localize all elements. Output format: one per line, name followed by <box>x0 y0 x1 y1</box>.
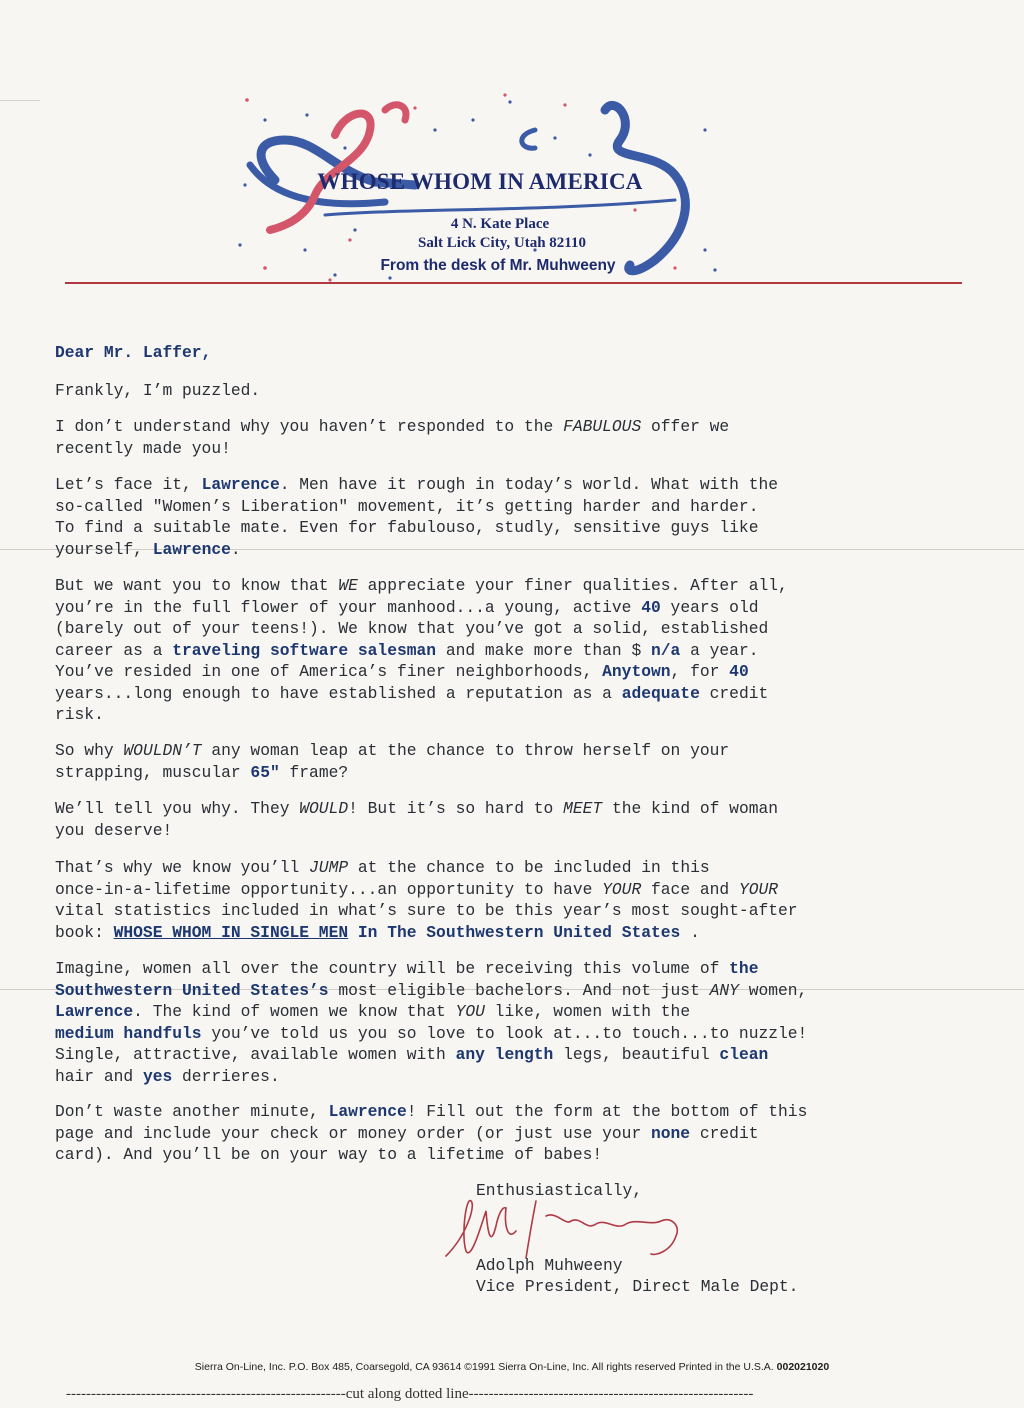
signatory-title: Vice President, Direct Male Dept. <box>476 1277 799 1296</box>
letterhead-city: Salt Lick City, Utah 82110 <box>418 235 586 251</box>
derriere-value: yes <box>142 1066 173 1086</box>
card-value: none <box>651 1123 691 1143</box>
paragraph-8: Imagine, women all over the country will be receiving this volume of the Southwestern United States’s most eligible bachelors. And not just ANY women, Lawrence. The kind of women we know that YOU like, women with the medium handfuls you’ve told us you so love to look at...to touch...to nuzzle! Single, attractive, available women with any length legs, beautiful clean hair and yes derrieres. <box>55 959 808 1086</box>
credit-value: adequate <box>621 683 700 703</box>
paragraph-2: I don’t understand why you haven’t responded to the FABULOUS offer we recently made you! <box>55 417 730 458</box>
signatory-name: Adolph Muhweeny <box>476 1256 623 1275</box>
signoff: Enthusiastically, <box>476 1181 643 1200</box>
salutation: Dear Mr. Laffer, <box>55 343 212 362</box>
handfuls-value: medium handfuls <box>55 1023 202 1043</box>
paragraph-1: Frankly, I’m puzzled. <box>55 381 261 400</box>
book-title: WHOSE WHOM IN SINGLE MEN <box>113 922 349 942</box>
legs-value: any length <box>455 1045 554 1064</box>
paragraph-5: So why WOULDN’T any woman leap at the chance to throw herself on your strapping, muscular 65" frame? <box>55 741 730 782</box>
town-value: Anytown <box>602 662 671 681</box>
career-value: traveling software salesman <box>172 640 437 660</box>
cut-line-label: cut along dotted line <box>345 1386 469 1402</box>
paragraph-6: We’ll tell you why. They WOULD! But it’s so hard to MEET the kind of woman you deserve! <box>55 799 779 840</box>
hair-value: clean <box>719 1045 769 1064</box>
age-value: 40 <box>641 597 661 617</box>
footer <box>0 1361 1024 1373</box>
cut-line: --------------------------------------------------------cut along dotted line--------------------------------------------------------- <box>66 1386 754 1402</box>
recipient-name: Lawrence <box>201 475 280 494</box>
height-value: 65" <box>250 762 280 782</box>
years-value: 40 <box>729 662 749 681</box>
income-value: n/a <box>651 640 681 660</box>
book-region: In The Southwestern United States <box>348 922 681 942</box>
footer-code: 002021020 <box>776 1361 830 1373</box>
letterhead-desk: From the desk of Mr. Muhweeny <box>380 257 616 274</box>
letterhead-street: 4 N. Kate Place <box>450 216 550 232</box>
paragraph-7: That’s why we know you’ll JUMP at the chance to be included in this once-in-a-lifetime opportunity...an opportunity to have YOUR face and YOUR vital statistics included in what’s sure to be this year’s most sought-after book: WHOSE WHOM IN SINGLE MEN In The Southwestern United States . <box>55 858 798 942</box>
letterhead-title: WHOSE WHOM IN AMERICA <box>317 169 643 194</box>
letterhead-rule <box>65 282 962 284</box>
region-value: the Southwestern United States’s <box>55 959 759 1000</box>
letterhead <box>235 90 725 290</box>
paper-edge-mark <box>0 100 40 101</box>
paragraph-3: Let’s face it, Lawrence. Men have it rough in today’s world. What with the so-called "Women’s Liberation" movement, it’s getting harder and harder. To find a suitable mate. Even for fabulouso, studly, sensitive guys like yourself, Lawrence. <box>55 475 779 559</box>
paragraph-4: But we want you to know that WE appreciate your finer qualities. After all, you’re in the full flower of your manhood...a young, active 40 years old (barely out of your teens!). We know that you’ve got a solid, established career as a traveling software salesman and make more than $ n/a a year. You’ve resided in one of America’s finer neighborhoods, Anytown, for 40 years...long enough to have established a reputation as a adequate credit risk. <box>55 576 788 724</box>
paragraph-9: Don’t waste another minute, Lawrence! Fill out the form at the bottom of this page and include your check or money order (or just use your none credit card). And you’ll be on your way to a lifetime of babes! <box>55 1102 808 1164</box>
footer-text: Sierra On-Line, Inc. P.O. Box 485, Coarsegold, CA 93614 ©1991 Sierra On-Line, Inc. All rights reserved Printed in the U.S.A. <box>194 1361 774 1373</box>
